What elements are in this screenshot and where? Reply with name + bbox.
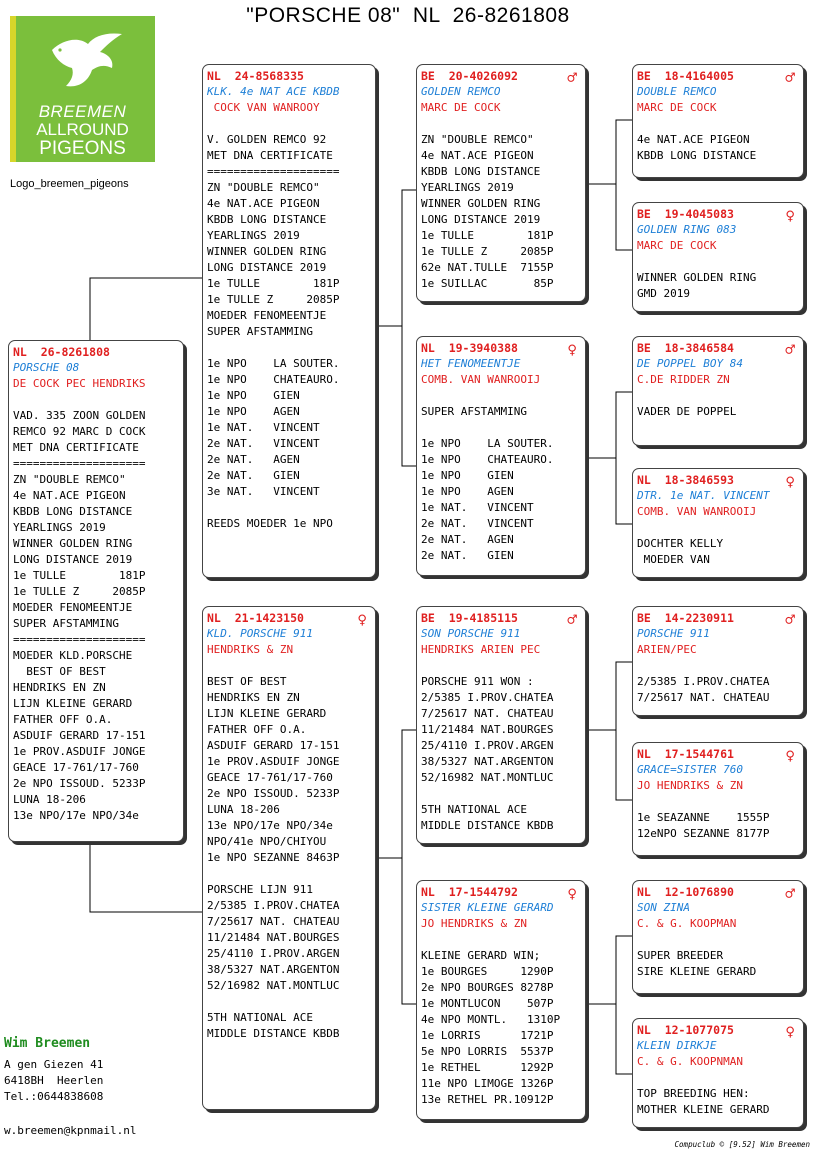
- info-line: KBDB LONG DISTANCE: [13, 505, 133, 518]
- info-line: 2/5385 I.PROV.CHATEA: [637, 675, 770, 688]
- info-line: 2/5385 I.PROV.CHATEA: [421, 691, 554, 704]
- info-line: VADER DE POPPEL: [637, 405, 737, 418]
- info-line: [421, 388, 581, 404]
- male-icon: ♂: [785, 610, 795, 629]
- pigeon-card-mfm: [632, 742, 804, 856]
- info-line: 25/4110 I.PROV.ARGEN: [421, 739, 554, 752]
- info-line: [13, 392, 179, 408]
- pigeon-card-mmm: [632, 1018, 804, 1128]
- info-line: GEACE 17-761/17-760: [13, 761, 139, 774]
- info-line: 7/25617 NAT. CHATEAU: [207, 915, 340, 928]
- info-line: [207, 866, 371, 882]
- info-line: ZN "DOUBLE REMCO": [13, 473, 126, 486]
- female-icon: ♀: [785, 1022, 795, 1041]
- info-line: [637, 388, 799, 404]
- info-line: [421, 786, 581, 802]
- pigeon-name: DE POPPEL BOY 84: [637, 357, 743, 370]
- info-line: [637, 658, 799, 674]
- info-line: 4e NAT.ACE PIGEON: [13, 489, 126, 502]
- info-line: 2e NAT. AGEN: [421, 533, 514, 546]
- ring-number: BE 20-4026092: [421, 69, 518, 83]
- info-line: YEARLINGS 2019: [13, 521, 106, 534]
- pigeon-card-fmm: [632, 468, 804, 578]
- info-line: 1e TULLE 181P: [13, 569, 146, 582]
- info-line: 25/4110 I.PROV.ARGEN: [207, 947, 340, 960]
- info-line: [207, 116, 371, 132]
- info-line: 13e NPO/17e NPO/34e: [207, 819, 333, 832]
- info-line: MIDDLE DISTANCE KBDB: [207, 1027, 340, 1040]
- female-icon: ♀: [357, 610, 367, 629]
- pigeon-card-mmf: [632, 880, 804, 994]
- ring-number: BE 19-4185115: [421, 611, 518, 625]
- pigeon-name: KLEIN DIRKJE: [637, 1039, 717, 1052]
- male-icon: ♂: [785, 68, 795, 87]
- info-line: 4e NPO MONTL. 1310P: [421, 1013, 561, 1026]
- info-line: 13e NPO/17e NPO/34e: [13, 809, 139, 822]
- info-line: [207, 658, 371, 674]
- footer-credit: Compuclub © [9.52] Wim Breemen: [674, 1140, 810, 1149]
- info-line: 2e NAT. GIEN: [207, 469, 300, 482]
- info-line: SIRE KLEINE GERARD: [637, 965, 757, 978]
- owner-name: HENDRIKS ARIEN PEC: [421, 643, 541, 656]
- info-line: 52/16982 NAT.MONTLUC: [421, 771, 554, 784]
- info-line: LONG DISTANCE 2019: [13, 553, 133, 566]
- info-line: KBDB LONG DISTANCE: [421, 165, 541, 178]
- owner-name: COMB. VAN WANROOIJ: [421, 373, 541, 386]
- info-line: BEST OF BEST: [207, 675, 287, 688]
- info-line: [637, 932, 799, 948]
- page-title: "PORSCHE 08" NL 26-8261808: [246, 4, 570, 27]
- info-line: 2e NPO ISSOUD. 5233P: [13, 777, 146, 790]
- info-line: [637, 254, 799, 270]
- info-line: 1e NPO AGEN: [421, 485, 514, 498]
- info-line: FATHER OFF O.A.: [13, 713, 113, 726]
- info-line: [637, 1070, 799, 1086]
- info-line: PORSCHE 911 WON :: [421, 675, 534, 688]
- info-line: LONG DISTANCE 2019: [207, 261, 327, 274]
- ring-number: NL 12-1077075: [637, 1023, 734, 1037]
- pigeon-name: PORSCHE 911: [637, 627, 710, 640]
- ring-number: NL 21-1423150: [207, 611, 304, 625]
- info-line: SUPER AFSTAMMING: [207, 325, 313, 338]
- info-line: 1e NAT. VINCENT: [207, 421, 320, 434]
- info-line: MOEDER VAN: [637, 553, 710, 566]
- info-line: 2e NAT. GIEN: [421, 549, 514, 562]
- info-line: KBDB LONG DISTANCE: [637, 149, 757, 162]
- info-line: 1e NAT. VINCENT: [421, 501, 534, 514]
- info-line: 1e NPO CHATEAURO.: [207, 373, 340, 386]
- info-line: 1e NPO GIEN: [421, 469, 514, 482]
- info-line: HENDRIKS EN ZN: [13, 681, 106, 694]
- ring-number: NL 19-3940388: [421, 341, 518, 355]
- owner-name: COMB. VAN WANROOIJ: [637, 505, 757, 518]
- info-line: MOEDER KLD.PORSCHE: [13, 649, 133, 662]
- female-icon: ♀: [785, 206, 795, 225]
- info-line: 11/21484 NAT.BOURGES: [207, 931, 340, 944]
- male-icon: ♂: [567, 610, 577, 629]
- info-line: SUPER BREEDER: [637, 949, 724, 962]
- owner-name: JO HENDRIKS & ZN: [637, 779, 743, 792]
- owner-name: ARIEN/PEC: [637, 643, 697, 656]
- info-line: 1e TULLE Z 2085P: [13, 585, 146, 598]
- info-line: KLEINE GERARD WIN;: [421, 949, 541, 962]
- info-line: WINNER GOLDEN RING: [13, 537, 133, 550]
- info-line: NPO/41e NPO/CHIYOU: [207, 835, 327, 848]
- pigeon-name: GOLDEN REMCO: [421, 85, 501, 98]
- info-line: 1e BOURGES 1290P: [421, 965, 554, 978]
- info-line: GMD 2019: [637, 287, 690, 300]
- logo-line-1: BREEMEN: [38, 102, 127, 121]
- info-line: YEARLINGS 2019: [207, 229, 300, 242]
- info-line: ASDUIF GERARD 17-151: [207, 739, 340, 752]
- pigeon-name: GRACE=SISTER 760: [637, 763, 743, 776]
- info-line: 2/5385 I.PROV.CHATEA: [207, 899, 340, 912]
- info-line: SUPER AFSTAMMING: [421, 405, 527, 418]
- ring-number: BE 19-4045083: [637, 207, 734, 221]
- owner-name: C. & G. KOOPNMAN: [637, 1055, 743, 1068]
- info-line: LIJN KLEINE GERARD: [207, 707, 327, 720]
- ring-number: NL 24-8568335: [207, 69, 304, 83]
- info-line: 5TH NATIONAL ACE: [421, 803, 527, 816]
- info-line: 1e NPO CHATEAURO.: [421, 453, 554, 466]
- ring-number: BE 18-4164005: [637, 69, 734, 83]
- ring-number: NL 12-1076890: [637, 885, 734, 899]
- ring-number: NL 17-1544761: [637, 747, 734, 761]
- info-line: 1e NPO AGEN: [207, 405, 300, 418]
- info-line: 1e TULLE 181P: [207, 277, 340, 290]
- info-line: 2e NAT. VINCENT: [207, 437, 320, 450]
- info-line: WINNER GOLDEN RING: [207, 245, 327, 258]
- info-line: 2e NAT. AGEN: [207, 453, 300, 466]
- owner-name: DE COCK PEC HENDRIKS: [13, 377, 146, 390]
- info-line: DOCHTER KELLY: [637, 537, 724, 550]
- pigeon-card-maternal-grandmother: [416, 880, 586, 1120]
- ring-number: NL 17-1544792: [421, 885, 518, 899]
- info-line: 5e NPO LORRIS 5537P: [421, 1045, 554, 1058]
- pigeon-name: HET FENOMEENTJE: [421, 357, 521, 370]
- pigeon-card-fmf: [632, 336, 804, 446]
- info-line: ZN "DOUBLE REMCO": [207, 181, 320, 194]
- info-line: 1e TULLE Z 2085P: [207, 293, 340, 306]
- female-icon: ♀: [567, 884, 577, 903]
- info-line: MET DNA CERTIFICATE: [13, 441, 139, 454]
- owner-name: MARC DE COCK: [637, 239, 717, 252]
- info-line: 11/21484 NAT.BOURGES: [421, 723, 554, 736]
- info-line: YEARLINGS 2019: [421, 181, 514, 194]
- info-line: REEDS MOEDER 1e NPO: [207, 517, 333, 530]
- info-line: V. GOLDEN REMCO 92: [207, 133, 327, 146]
- logo-caption: Logo_breemen_pigeons: [10, 178, 129, 190]
- owner-name: MARC DE COCK: [421, 101, 501, 114]
- female-icon: ♀: [785, 746, 795, 765]
- info-line: GEACE 17-761/17-760: [207, 771, 333, 784]
- info-line: VAD. 335 ZOON GOLDEN: [13, 409, 146, 422]
- breeder-city: 6418BH Heerlen: [4, 1074, 104, 1087]
- info-line: 1e PROV.ASDUIF JONGE: [207, 755, 340, 768]
- info-line: ====================: [13, 457, 146, 470]
- breeder-info: [4, 1036, 103, 1105]
- info-line: [207, 500, 371, 516]
- info-line: 2e NPO BOURGES 8278P: [421, 981, 554, 994]
- breeder-address: A gen Giezen 41: [4, 1058, 104, 1071]
- info-line: 1e MONTLUCON 507P: [421, 997, 554, 1010]
- info-line: 1e LORRIS 1721P: [421, 1029, 554, 1042]
- pigeon-name: PORSCHE 08: [13, 361, 80, 374]
- info-line: [421, 420, 581, 436]
- logo-line-2: ALLROUND: [36, 120, 129, 139]
- info-line: 13e RETHEL PR.10912P: [421, 1093, 554, 1106]
- pigeon-name: KLK. 4e NAT ACE KBDB: [207, 85, 340, 98]
- pigeon-card-mother: [202, 606, 376, 1110]
- ring-number: NL 26-8261808: [13, 345, 110, 359]
- info-line: MIDDLE DISTANCE KBDB: [421, 819, 554, 832]
- owner-name: MARC DE COCK: [637, 101, 717, 114]
- pigeon-name: DTR. 1e NAT. VINCENT: [637, 489, 770, 502]
- info-line: 4e NAT.ACE PIGEON: [637, 133, 750, 146]
- info-line: 7/25617 NAT. CHATEAU: [421, 707, 554, 720]
- info-line: MOEDER FENOMEENTJE: [207, 309, 327, 322]
- info-line: FATHER OFF O.A.: [207, 723, 307, 736]
- pigeon-card-maternal-grandfather: [416, 606, 586, 844]
- info-line: LIJN KLEINE GERARD: [13, 697, 133, 710]
- pigeon-card-father: [202, 64, 376, 578]
- info-line: [421, 116, 581, 132]
- pigeon-name: SON ZINA: [637, 901, 690, 914]
- pigeon-card-paternal-grandmother: [416, 336, 586, 576]
- info-line: [207, 994, 371, 1010]
- pigeon-name: GOLDEN RING 083: [637, 223, 737, 236]
- info-line: 1e NPO GIEN: [207, 389, 300, 402]
- pigeon-name: SISTER KLEINE GERARD: [421, 901, 554, 914]
- breeder-email[interactable]: w.breemen@kpnmail.nl: [4, 1124, 137, 1137]
- owner-name: COCK VAN WANROOY: [207, 101, 320, 114]
- info-line: ASDUIF GERARD 17-151: [13, 729, 146, 742]
- info-line: 1e SEAZANNE 1555P: [637, 811, 770, 824]
- info-line: 1e NPO LA SOUTER.: [207, 357, 340, 370]
- male-icon: ♂: [785, 884, 795, 903]
- info-line: ====================: [207, 165, 340, 178]
- ring-number: BE 14-2230911: [637, 611, 734, 625]
- info-line: [421, 932, 581, 948]
- pigeon-card-subject: [8, 340, 184, 842]
- info-line: 11e NPO LIMOGE 1326P: [421, 1077, 554, 1090]
- pigeon-card-paternal-grandfather: [416, 64, 586, 302]
- breeder-phone: Tel.:0644838608: [4, 1090, 104, 1103]
- pigeon-name: KLD. PORSCHE 911: [207, 627, 313, 640]
- info-line: HENDRIKS EN ZN: [207, 691, 300, 704]
- owner-name: C.DE RIDDER ZN: [637, 373, 730, 386]
- info-line: 38/5327 NAT.ARGENTON: [207, 963, 340, 976]
- info-line: TOP BREEDING HEN:: [637, 1087, 750, 1100]
- info-line: 1e NPO LA SOUTER.: [421, 437, 554, 450]
- info-line: MET DNA CERTIFICATE: [207, 149, 333, 162]
- breeder-name: Wim Breemen: [4, 1036, 91, 1051]
- info-line: REMCO 92 MARC D COCK: [13, 425, 146, 438]
- male-icon: ♂: [785, 340, 795, 359]
- info-line: [637, 116, 799, 132]
- ring-number: BE 18-3846584: [637, 341, 734, 355]
- info-line: 7/25617 NAT. CHATEAU: [637, 691, 770, 704]
- info-line: 3e NAT. VINCENT: [207, 485, 320, 498]
- info-line: 2e NPO ISSOUD. 5233P: [207, 787, 340, 800]
- pigeon-card-fff: [632, 64, 804, 178]
- info-line: 1e TULLE 181P: [421, 229, 554, 242]
- info-line: [207, 340, 371, 356]
- info-line: 1e NPO SEZANNE 8463P: [207, 851, 340, 864]
- info-line: LUNA 18-206: [207, 803, 280, 816]
- info-line: [637, 520, 799, 536]
- male-icon: ♂: [567, 68, 577, 87]
- info-line: 2e NAT. VINCENT: [421, 517, 534, 530]
- info-line: KBDB LONG DISTANCE: [207, 213, 327, 226]
- info-line: BEST OF BEST: [13, 665, 106, 678]
- info-line: SUPER AFSTAMMING: [13, 617, 119, 630]
- info-line: 12eNPO SEZANNE 8177P: [637, 827, 770, 840]
- info-line: [421, 658, 581, 674]
- pigeon-card-ffm: [632, 202, 804, 312]
- info-line: WINNER GOLDEN RING: [637, 271, 757, 284]
- info-line: 1e RETHEL 1292P: [421, 1061, 554, 1074]
- info-line: 1e SUILLAC 85P: [421, 277, 554, 290]
- info-line: PORSCHE LIJN 911: [207, 883, 313, 896]
- info-line: 1e TULLE Z 2085P: [421, 245, 554, 258]
- info-line: 62e NAT.TULLE 7155P: [421, 261, 554, 274]
- info-line: 5TH NATIONAL ACE: [207, 1011, 313, 1024]
- pigeon-name: DOUBLE REMCO: [637, 85, 717, 98]
- female-icon: ♀: [567, 340, 577, 359]
- info-line: WINNER GOLDEN RING: [421, 197, 541, 210]
- info-line: 4e NAT.ACE PIGEON: [207, 197, 320, 210]
- owner-name: C. & G. KOOPMAN: [637, 917, 737, 930]
- logo-line-3: PIGEONS: [39, 138, 126, 159]
- info-line: ZN "DOUBLE REMCO": [421, 133, 534, 146]
- info-line: ====================: [13, 633, 146, 646]
- female-icon: ♀: [785, 472, 795, 491]
- info-line: MOTHER KLEINE GERARD: [637, 1103, 770, 1116]
- info-line: 38/5327 NAT.ARGENTON: [421, 755, 554, 768]
- info-line: 1e PROV.ASDUIF JONGE: [13, 745, 146, 758]
- pigeon-name: SON PORSCHE 911: [421, 627, 521, 640]
- info-line: LUNA 18-206: [13, 793, 86, 806]
- pigeon-card-mff: [632, 606, 804, 716]
- ring-number: NL 18-3846593: [637, 473, 734, 487]
- info-line: [637, 794, 799, 810]
- info-line: 4e NAT.ACE PIGEON: [421, 149, 534, 162]
- info-line: MOEDER FENOMEENTJE: [13, 601, 133, 614]
- info-line: LONG DISTANCE 2019: [421, 213, 541, 226]
- owner-name: JO HENDRIKS & ZN: [421, 917, 527, 930]
- owner-name: HENDRIKS & ZN: [207, 643, 294, 656]
- info-line: 52/16982 NAT.MONTLUC: [207, 979, 340, 992]
